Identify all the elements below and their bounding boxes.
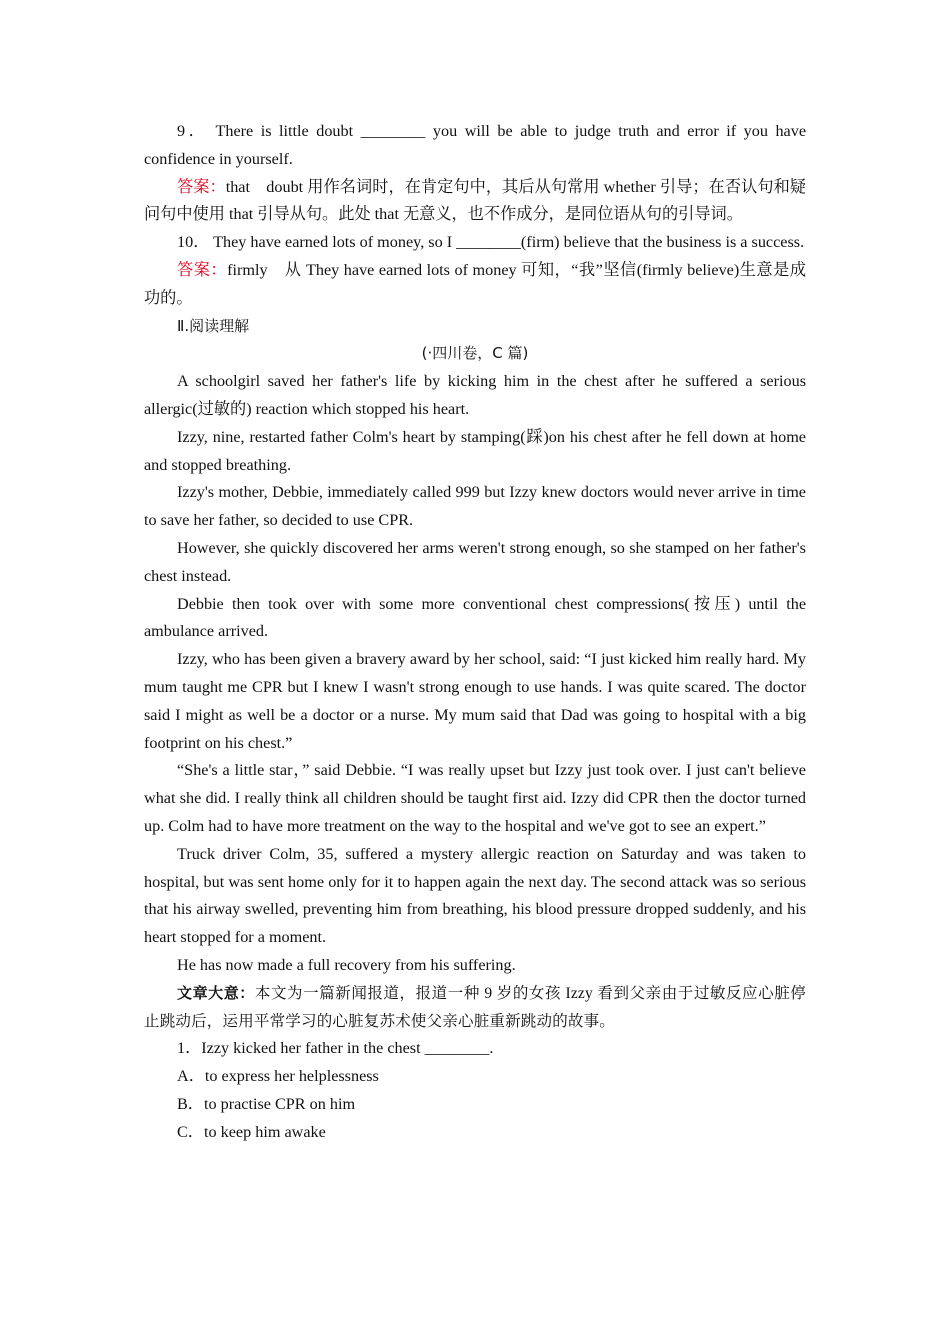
passage-paragraph: A schoolgirl saved her father's life by kicking him in the chest after he suffered a serious allergic(过敏的) reaction which stopped his heart. bbox=[144, 372, 806, 418]
question-1-stem: 1．Izzy kicked her father in the chest ________. bbox=[177, 1039, 494, 1058]
document-page bbox=[144, 118, 806, 1146]
passage-paragraph: Izzy, who has been given a bravery award by her school, said: “I just kicked him really hard. My mum taught me CPR but I knew I wasn't strong enough to use hands. I was quite scared. The doctor said I might as well be a doctor or a nurse. My mum said that Dad was going to hospital with a big footprint on his chest.” bbox=[144, 650, 806, 752]
answer-label: 答案： bbox=[177, 177, 226, 196]
passage-paragraph: Izzy, nine, restarted father Colm's heart by stamping(踩)on his chest after he fell down at home and stopped breathing. bbox=[144, 427, 806, 474]
passage-summary bbox=[144, 980, 806, 1036]
answer-10-text: firmly 从 They have earned lots of money 可知，“我”坚信(firmly believe)生意是成功的。 bbox=[144, 260, 807, 307]
passage-paragraph: Truck driver Colm, 35, suffered a mystery allergic reaction on Saturday and was taken to hospital, but was sent home only for it to happen again the next day. The second attack was so serious that his airway swelled, preventing him from breathing, his blood pressure dropped suddenly, and his heart stopped for a moment. bbox=[144, 844, 806, 947]
answer-9 bbox=[144, 174, 806, 230]
question-1-option-c: C．to keep him awake bbox=[177, 1122, 326, 1141]
passage-source: (·四川卷，C 篇) bbox=[421, 344, 529, 363]
question-1-option-b: B．to practise CPR on him bbox=[177, 1094, 356, 1113]
answer-label: 答案： bbox=[177, 260, 228, 279]
answer-9-text: that doubt 用作名词时，在肯定句中，其后从句常用 whether 引导；在否认句和疑问句中使用 that 引导从句。此处 that 无意义，也不作成分，是同位语从句的引导词。 bbox=[144, 177, 806, 224]
question-10: 10． They have earned lots of money, so I ________(firm) believe that the business is a success. bbox=[177, 233, 805, 252]
summary-text: 本文为一篇新闻报道，报道一种 9 岁的女孩 Izzy 看到父亲由于过敏反应心脏停止跳动后，运用平常学习的心脏复苏术使父亲心脏重新跳动的故事。 bbox=[144, 984, 806, 1030]
summary-label: 文章大意： bbox=[177, 983, 255, 1002]
passage-paragraph: “She's a little star，” said Debbie. “I was really upset but Izzy just took over. I just can't believe what she did. I really think all children should be taught first aid. Izzy did CPR then the doctor turned up. Colm had to have more treatment on the way to the hospital and we've got to see an expert.” bbox=[144, 761, 806, 835]
passage-paragraph: However, she quickly discovered her arms weren't strong enough, so she stamped on her father's chest instead. bbox=[144, 538, 806, 585]
passage-paragraph: He has now made a full recovery from his suffering. bbox=[177, 955, 516, 974]
passage-paragraph: Debbie then took over with some more conventional chest compressions(按压) until the ambulance arrived. bbox=[144, 594, 806, 641]
passage-paragraph: Izzy's mother, Debbie, immediately called 999 but Izzy knew doctors would never arrive in time to save her father, so decided to use CPR. bbox=[144, 483, 806, 530]
section-heading: Ⅱ.阅读理解 bbox=[177, 316, 250, 335]
answer-10 bbox=[144, 257, 806, 313]
question-1-option-a: A．to express her helplessness bbox=[177, 1067, 379, 1086]
question-9: 9． There is little doubt ________ you will be able to judge truth and error if you have confidence in yourself. bbox=[144, 122, 806, 168]
